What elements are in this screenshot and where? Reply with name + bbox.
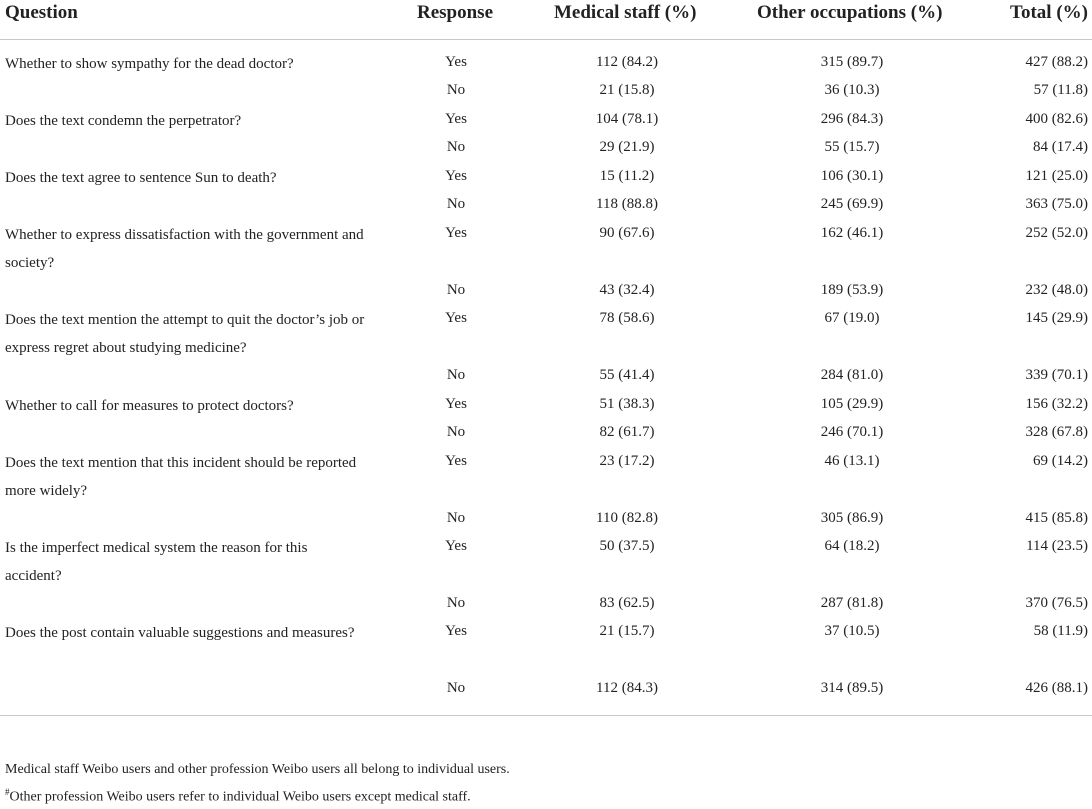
note-line-2: [5, 781, 510, 809]
total-cell-text: 121 (25.0): [1025, 168, 1088, 184]
other-occupations-cell-text: 296 (84.3): [820, 111, 884, 127]
total-cell: [1033, 453, 1088, 470]
medical-staff-cell-text: 104 (78.1): [595, 111, 659, 127]
medical-staff-cell-text: 23 (17.2): [599, 453, 655, 469]
total-cell: [1026, 538, 1088, 555]
total-cell: [1026, 225, 1089, 242]
medical-staff-cell-text: 78 (58.6): [599, 310, 655, 326]
other-occupations-cell: [820, 396, 915, 413]
total-cell-text: 328 (67.8): [1025, 424, 1088, 440]
header-medical-staff: Medical staff (%): [554, 2, 697, 23]
other-occupations-cell-text: 106 (30.1): [820, 168, 884, 184]
total-cell-text: 69 (14.2): [1033, 453, 1088, 469]
medical-staff-cell: [599, 282, 682, 299]
other-occupations-cell-text: 245 (69.9): [820, 196, 884, 212]
medical-staff-cell: [599, 538, 682, 555]
response-cell-text: No: [446, 595, 466, 611]
total-cell: [1026, 680, 1089, 697]
other-occupations-cell: [824, 139, 907, 156]
response-cell-text: No: [446, 424, 466, 440]
response-cell-text: No: [446, 367, 466, 383]
other-occupations-cell-text: 37 (10.5): [824, 623, 880, 639]
total-cell-text: 415 (85.8): [1025, 510, 1088, 526]
medical-staff-cell: [599, 623, 682, 640]
response-cell-text: No: [446, 680, 466, 696]
response-cell-text: No: [446, 139, 466, 155]
medical-staff-cell-text: 50 (37.5): [599, 538, 655, 554]
medical-staff-cell-text: 118 (88.8): [596, 196, 658, 212]
medical-staff-cell-text: 110 (82.8): [596, 510, 658, 526]
medical-staff-cell-text: 21 (15.8): [599, 82, 655, 98]
response-cell-text: Yes: [445, 111, 467, 127]
other-occupations-cell-text: 305 (86.9): [820, 510, 884, 526]
medical-staff-cell: [595, 111, 690, 128]
total-cell-text: 427 (88.2): [1025, 54, 1088, 70]
response-cell-text: No: [446, 510, 466, 526]
total-cell: [1026, 111, 1089, 128]
other-occupations-cell-text: 162 (46.1): [820, 225, 884, 241]
other-occupations-cell-text: 105 (29.9): [820, 396, 884, 412]
medical-staff-cell: [599, 168, 681, 185]
medical-staff-cell-text: 90 (67.6): [599, 225, 655, 241]
medical-staff-cell-text: 21 (15.7): [599, 623, 655, 639]
other-occupations-cell: [824, 82, 907, 99]
other-occupations-cell-text: 314 (89.5): [820, 680, 884, 696]
medical-staff-cell-text: 55 (41.4): [599, 367, 655, 383]
medical-staff-cell: [599, 310, 682, 327]
other-occupations-cell: [824, 623, 907, 640]
medical-staff-cell: [599, 396, 682, 413]
response-cell-text: No: [446, 282, 466, 298]
question-cell: Does the text mention the attempt to quit the doctor’s job or express regret about studying medicine?: [5, 312, 365, 356]
total-cell-text: 252 (52.0): [1025, 225, 1088, 241]
total-cell-text: 232 (48.0): [1025, 282, 1088, 298]
note-line-2-text: Other profession Weibo users refer to individual Weibo users except medical staff.: [9, 789, 471, 805]
header-question: Question: [5, 2, 78, 23]
medical-staff-cell: [596, 510, 689, 527]
total-cell: [1026, 310, 1089, 327]
note-mark: #: [5, 787, 10, 797]
total-cell: [1026, 510, 1089, 527]
total-cell: [1026, 282, 1089, 299]
medical-staff-cell: [599, 225, 682, 242]
other-occupations-cell-text: 36 (10.3): [824, 82, 880, 98]
question-cell: Whether to call for measures to protect doctors?: [5, 398, 294, 414]
response-cell-text: Yes: [445, 168, 467, 184]
other-occupations-cell: [820, 225, 915, 242]
other-occupations-cell: [820, 367, 915, 384]
bottom-rule: [0, 715, 1092, 716]
other-occupations-cell: [824, 453, 907, 470]
header-other-occupations: Other occupations (%): [757, 2, 943, 23]
other-occupations-cell: [820, 196, 915, 213]
total-cell: [1026, 367, 1089, 384]
medical-staff-cell: [599, 82, 682, 99]
question-cell: Does the text mention that this incident should be reported more widely?: [5, 455, 357, 499]
other-occupations-cell: [820, 111, 915, 128]
total-cell-text: 156 (32.2): [1025, 396, 1088, 412]
other-occupations-cell-text: 189 (53.9): [820, 282, 884, 298]
other-occupations-cell-text: 284 (81.0): [820, 367, 884, 383]
other-occupations-cell: [824, 538, 907, 555]
medical-staff-cell-text: 83 (62.5): [599, 595, 655, 611]
medical-staff-cell-text: 51 (38.3): [599, 396, 655, 412]
medical-staff-cell-text: 82 (61.7): [599, 424, 655, 440]
question-cell: Whether to express dissatisfaction with the government and society?: [5, 227, 364, 271]
total-cell: [1026, 424, 1089, 441]
question-cell: Does the text agree to sentence Sun to death?: [5, 170, 277, 186]
total-cell-text: 363 (75.0): [1025, 196, 1088, 212]
other-occupations-cell-text: 287 (81.8): [820, 595, 884, 611]
question-cell: Does the text condemn the perpetrator?: [5, 113, 242, 129]
response-cell-text: Yes: [445, 310, 467, 326]
total-cell: [1034, 623, 1088, 640]
other-occupations-cell: [820, 510, 915, 527]
table-header: [0, 0, 1092, 38]
medical-staff-cell: [596, 196, 689, 213]
other-occupations-cell-text: 55 (15.7): [824, 139, 880, 155]
header-response: Response: [417, 2, 494, 23]
medical-staff-cell-text: 29 (21.9): [599, 139, 655, 155]
medical-staff-cell: [596, 680, 689, 697]
medical-staff-cell: [599, 424, 682, 441]
total-cell-text: 426 (88.1): [1025, 680, 1088, 696]
total-cell-text: 370 (76.5): [1025, 595, 1088, 611]
response-cell-text: Yes: [445, 538, 467, 554]
medical-staff-cell: [599, 139, 682, 156]
other-occupations-cell: [820, 595, 915, 612]
total-cell-text: 58 (11.9): [1033, 623, 1088, 639]
total-cell: [1026, 595, 1089, 612]
header-rule: [0, 39, 1092, 40]
total-cell-text: 400 (82.6): [1025, 111, 1088, 127]
other-occupations-cell-text: 246 (70.1): [820, 424, 884, 440]
response-cell-text: Yes: [445, 623, 467, 639]
response-cell-text: Yes: [445, 453, 467, 469]
response-cell-text: No: [446, 82, 466, 98]
other-occupations-cell: [820, 680, 915, 697]
other-occupations-cell: [820, 168, 915, 185]
total-cell-text: 339 (70.1): [1025, 367, 1088, 383]
header-total: Total (%): [1010, 2, 1088, 23]
total-cell-text: 114 (23.5): [1026, 538, 1088, 554]
medical-staff-cell-text: 112 (84.2): [596, 54, 658, 70]
medical-staff-cell: [596, 54, 689, 71]
response-cell-text: Yes: [445, 396, 467, 412]
total-cell: [1026, 396, 1089, 413]
response-cell-text: Yes: [445, 225, 467, 241]
question-cell: Does the post contain valuable suggestions and measures?: [5, 625, 355, 641]
total-cell: [1026, 54, 1089, 71]
note-line-1: Medical staff Weibo users and other profession Weibo users all belong to individual users.: [5, 762, 510, 777]
response-cell-text: Yes: [445, 54, 467, 70]
total-cell: [1034, 82, 1088, 99]
medical-staff-cell: [599, 367, 682, 384]
total-cell: [1026, 168, 1089, 185]
question-cell: Is the imperfect medical system the reason for this accident?: [5, 540, 308, 584]
other-occupations-cell: [820, 282, 915, 299]
other-occupations-cell-text: 315 (89.7): [820, 54, 884, 70]
total-cell: [1026, 196, 1089, 213]
response-cell-text: No: [446, 196, 466, 212]
other-occupations-cell-text: 46 (13.1): [824, 453, 880, 469]
other-occupations-cell: [820, 54, 915, 71]
other-occupations-cell-text: 67 (19.0): [824, 310, 880, 326]
medical-staff-cell-text: 43 (32.4): [599, 282, 655, 298]
medical-staff-cell: [599, 595, 682, 612]
medical-staff-cell-text: 112 (84.3): [596, 680, 658, 696]
total-cell-text: 145 (29.9): [1025, 310, 1088, 326]
total-cell-text: 84 (17.4): [1033, 139, 1088, 155]
medical-staff-cell: [599, 453, 682, 470]
table-notes: [5, 759, 510, 809]
other-occupations-cell: [820, 424, 915, 441]
other-occupations-cell: [824, 310, 907, 327]
medical-staff-cell-text: 15 (11.2): [599, 168, 655, 184]
total-cell-text: 57 (11.8): [1033, 82, 1088, 98]
other-occupations-cell-text: 64 (18.2): [824, 538, 880, 554]
question-cell: Whether to show sympathy for the dead doctor?: [5, 56, 294, 72]
total-cell: [1033, 139, 1088, 156]
